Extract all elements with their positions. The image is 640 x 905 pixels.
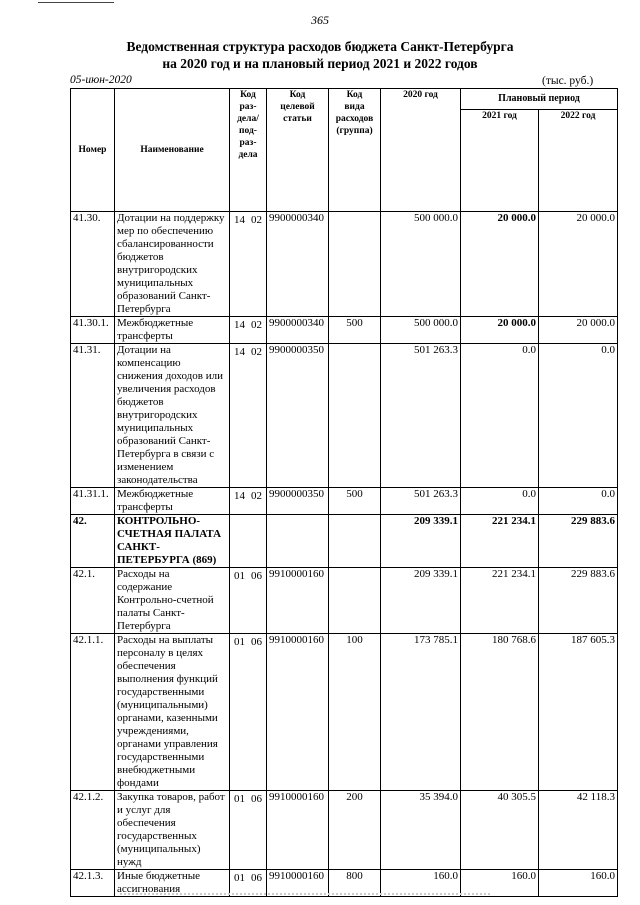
row-2021: 40 305.5 — [461, 791, 539, 870]
header-razdel — [230, 89, 267, 212]
row-2022: 229 883.6 — [539, 515, 618, 568]
row-vid-code: 500 — [329, 488, 381, 515]
table-body — [71, 212, 618, 897]
row-number: 42.1.2. — [71, 791, 115, 870]
row-podrazdel-code: 06 — [251, 793, 262, 805]
row-2021: 20 000.0 — [461, 317, 539, 344]
header-razdel-line: дела/ — [237, 114, 259, 124]
row-name: Закупка товаров, работ и услуг для обеспечения государственных (муниципальных) нужд — [115, 791, 230, 870]
header-target — [267, 89, 329, 212]
row-number: 42.1.3. — [71, 870, 115, 897]
top-rule — [38, 2, 114, 3]
row-2021: 20 000.0 — [461, 212, 539, 317]
row-podrazdel-code: 06 — [251, 872, 262, 884]
header-vid-line: расходов — [335, 114, 374, 124]
header-name: Наименование — [115, 89, 230, 212]
header-target-line: Код — [289, 90, 306, 100]
row-razdel-code: 01 — [234, 793, 245, 805]
row-name: Межбюджетные трансферты — [115, 317, 230, 344]
row-podrazdel-code: 02 — [251, 346, 262, 358]
row-podrazdel-code: 02 — [251, 214, 262, 226]
bottom-scan-artifact — [120, 893, 490, 895]
header-razdel-line: под- — [239, 126, 257, 136]
row-2020: 501 263.3 — [381, 344, 461, 488]
row-vid-code: 500 — [329, 317, 381, 344]
row-name: Иные бюджетные ассигнования — [115, 870, 230, 897]
row-target-code: 9910000160 — [267, 568, 329, 634]
row-number: 41.30.1. — [71, 317, 115, 344]
row-name: Дотации на поддержку мер по обеспечению сбалансированности бюджетов внутригородских муниципальных образований Санкт-Петербурга — [115, 212, 230, 317]
header-number: Номер — [71, 89, 115, 212]
row-razdel-code: 14 — [234, 490, 245, 502]
row-razdel — [230, 634, 267, 791]
header-razdel-line: раз- — [239, 138, 257, 148]
row-target-code: 9910000160 — [267, 791, 329, 870]
row-number: 41.30. — [71, 212, 115, 317]
document-title — [0, 38, 640, 72]
row-vid-code: 200 — [329, 791, 381, 870]
row-2020: 501 263.3 — [381, 488, 461, 515]
row-2022: 42 118.3 — [539, 791, 618, 870]
budget-table — [70, 88, 618, 897]
table-row — [71, 568, 618, 634]
row-vid-code: 800 — [329, 870, 381, 897]
row-2022: 0.0 — [539, 344, 618, 488]
row-target-code: 9900000350 — [267, 488, 329, 515]
row-razdel — [230, 212, 267, 317]
row-2021: 0.0 — [461, 344, 539, 488]
row-target-code: 9910000160 — [267, 870, 329, 897]
table-row — [71, 488, 618, 515]
row-number: 42.1. — [71, 568, 115, 634]
row-name: Расходы на выплаты персоналу в целях обеспечения выполнения функций государственными (муниципальными) органами, казенными учреждениями, органами управления государственными внебюджетными фондами — [115, 634, 230, 791]
row-2022: 160.0 — [539, 870, 618, 897]
row-2020: 160.0 — [381, 870, 461, 897]
header-target-line: целевой — [280, 102, 315, 112]
row-2021: 160.0 — [461, 870, 539, 897]
table-row — [71, 317, 618, 344]
row-number: 41.31. — [71, 344, 115, 488]
row-razdel — [230, 344, 267, 488]
row-2021: 0.0 — [461, 488, 539, 515]
row-podrazdel-code: 06 — [251, 636, 262, 648]
row-target-code: 9900000340 — [267, 212, 329, 317]
header-razdel-line: раз- — [239, 102, 257, 112]
row-razdel — [230, 488, 267, 515]
table-row — [71, 791, 618, 870]
row-podrazdel-code: 02 — [251, 490, 262, 502]
row-2022: 0.0 — [539, 488, 618, 515]
row-name: Дотации на компенсацию снижения доходов или увеличения расходов бюджетов внутригородских муниципальных образований Санкт-Петербурга в связи с изменением законодательства — [115, 344, 230, 488]
row-razdel — [230, 317, 267, 344]
row-podrazdel-code: 02 — [251, 319, 262, 331]
row-target-code: 9900000350 — [267, 344, 329, 488]
row-vid-code — [329, 515, 381, 568]
row-target-code: 9900000340 — [267, 317, 329, 344]
row-razdel — [230, 791, 267, 870]
table-row — [71, 634, 618, 791]
row-name: КОНТРОЛЬНО-СЧЕТНАЯ ПАЛАТА САНКТ-ПЕТЕРБУРГА (869) — [115, 515, 230, 568]
row-2020: 500 000.0 — [381, 212, 461, 317]
header-2020: 2020 год — [381, 89, 461, 212]
row-2020: 209 339.1 — [381, 568, 461, 634]
row-2021: 221 234.1 — [461, 568, 539, 634]
row-vid-code — [329, 568, 381, 634]
row-2021: 221 234.1 — [461, 515, 539, 568]
document-date: 05-июн-2020 — [70, 74, 132, 86]
row-razdel-code: 01 — [234, 872, 245, 884]
table-row — [71, 344, 618, 488]
row-name: Межбюджетные трансферты — [115, 488, 230, 515]
page-number: 365 — [311, 13, 329, 27]
row-name: Расходы на содержание Контрольно-счетной палаты Санкт-Петербурга — [115, 568, 230, 634]
row-vid-code — [329, 344, 381, 488]
table-row — [71, 515, 618, 568]
row-razdel-code: 14 — [234, 346, 245, 358]
header-razdel-line: Код — [240, 90, 256, 100]
table-row — [71, 212, 618, 317]
row-razdel-code: 14 — [234, 319, 245, 331]
row-2020: 500 000.0 — [381, 317, 461, 344]
header-row-1 — [71, 89, 618, 110]
row-2022: 20 000.0 — [539, 317, 618, 344]
header-vid — [329, 89, 381, 212]
header-2021: 2021 год — [461, 110, 539, 212]
units-label: (тыс. руб.) — [542, 75, 594, 87]
row-2021: 180 768.6 — [461, 634, 539, 791]
row-2020: 209 339.1 — [381, 515, 461, 568]
row-2020: 35 394.0 — [381, 791, 461, 870]
row-razdel — [230, 515, 267, 568]
row-number: 42.1.1. — [71, 634, 115, 791]
header-planned-period: Плановый период — [461, 89, 618, 110]
row-vid-code: 100 — [329, 634, 381, 791]
row-target-code: 9910000160 — [267, 634, 329, 791]
row-razdel-code: 01 — [234, 570, 245, 582]
header-2022: 2022 год — [539, 110, 618, 212]
row-2022: 20 000.0 — [539, 212, 618, 317]
row-vid-code — [329, 212, 381, 317]
row-number: 42. — [71, 515, 115, 568]
header-vid-line: Код — [346, 90, 363, 100]
row-target-code — [267, 515, 329, 568]
header-target-line: статьи — [283, 114, 312, 124]
header-vid-line: вида — [344, 102, 365, 112]
row-number: 41.31.1. — [71, 488, 115, 515]
row-razdel-code: 14 — [234, 214, 245, 226]
row-podrazdel-code: 06 — [251, 570, 262, 582]
row-2022: 229 883.6 — [539, 568, 618, 634]
header-vid-line: (группа) — [336, 126, 373, 136]
title-line-1: Ведомственная структура расходов бюджета Санкт-Петербурга — [126, 39, 514, 54]
row-razdel — [230, 568, 267, 634]
row-razdel-code: 01 — [234, 636, 245, 648]
row-2022: 187 605.3 — [539, 634, 618, 791]
header-razdel-line: дела — [238, 150, 258, 160]
row-2020: 173 785.1 — [381, 634, 461, 791]
title-line-2: на 2020 год и на плановый период 2021 и 2022 годов — [162, 56, 478, 71]
